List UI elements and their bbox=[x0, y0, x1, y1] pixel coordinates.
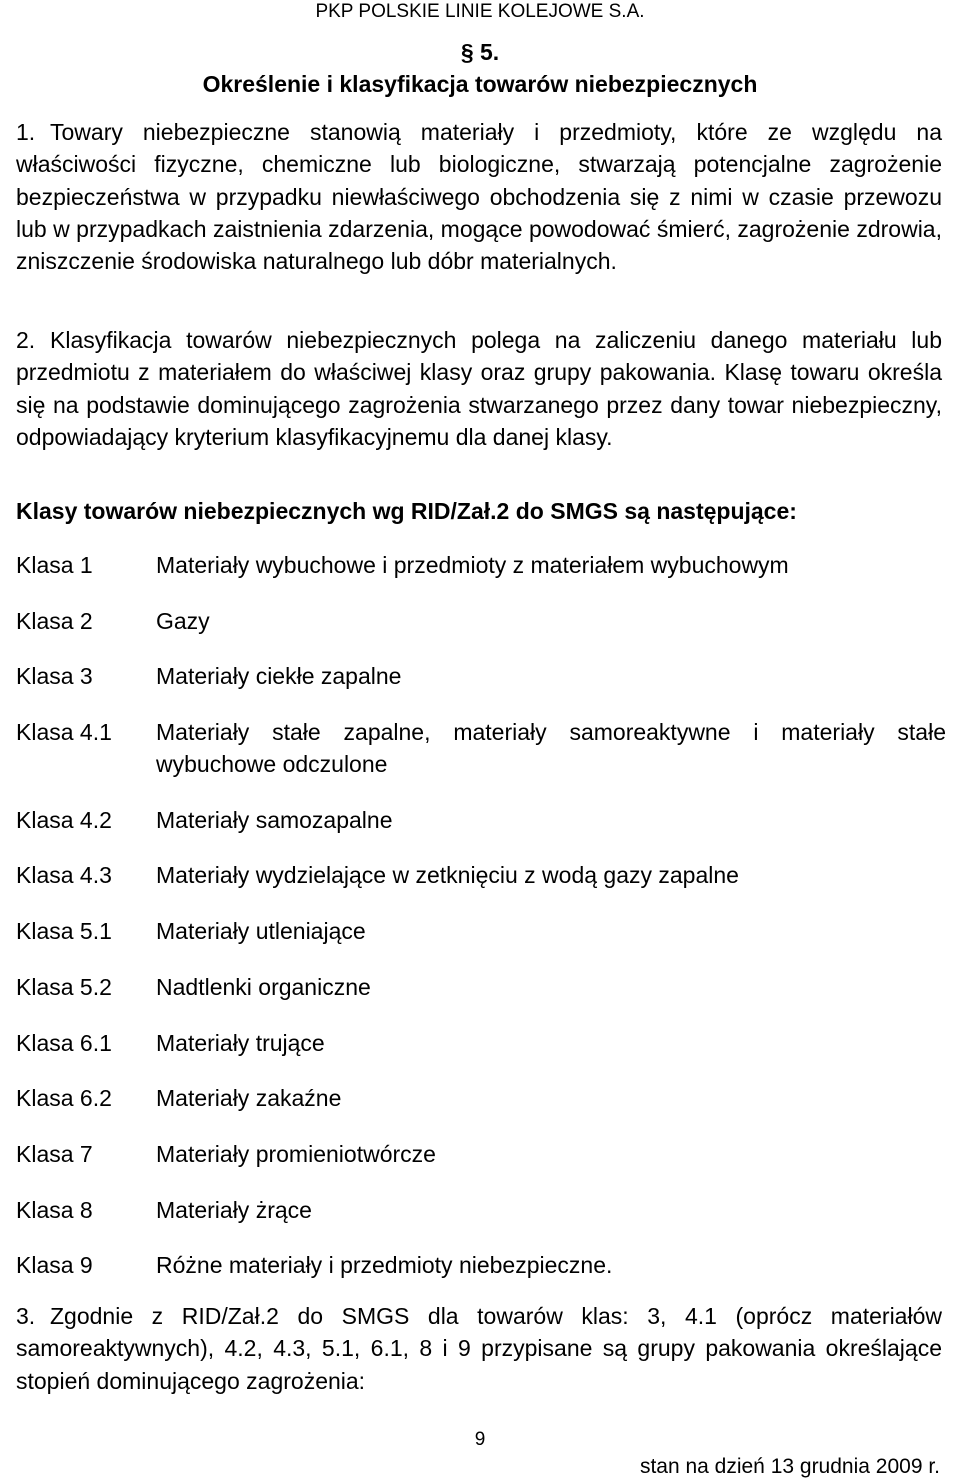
paragraph-text: Zgodnie z RID/Zał.2 do SMGS dla towarów klas: 3, 4.1 (oprócz materiałów samoreaktywnych), 4.2, 4.3, 5.1, 6.1, 8 i 9 przypisane są grupy pakowania określające stopień dominującego zagrożenia: bbox=[16, 1303, 942, 1394]
paragraph-number: 1. bbox=[16, 119, 36, 145]
class-row bbox=[16, 716, 946, 780]
class-description: Materiały zakaźne bbox=[156, 1085, 342, 1112]
class-description: Materiały utleniające bbox=[156, 918, 366, 945]
class-description: Materiały promieniotwórcze bbox=[156, 1140, 436, 1167]
class-description: Materiały wydzielające w zetknięciu z wodą gazy zapalne bbox=[156, 862, 739, 889]
paragraph-number: 2. bbox=[16, 327, 36, 353]
paragraph-number: 3. bbox=[16, 1303, 36, 1329]
class-label: Klasa 2 bbox=[16, 607, 93, 634]
class-label: Klasa 1 bbox=[16, 552, 93, 578]
paragraph-3 bbox=[16, 1300, 942, 1397]
class-row bbox=[16, 1082, 946, 1114]
class-row bbox=[16, 971, 946, 1003]
class-label: Klasa 8 bbox=[16, 1196, 93, 1223]
class-row bbox=[16, 1027, 946, 1059]
section-number: § 5. bbox=[460, 39, 500, 65]
class-label: Klasa 4.1 bbox=[16, 719, 112, 746]
classes-heading: Klasy towarów niebezpiecznych wg RID/Zał.2 do SMGS są następujące: bbox=[16, 498, 797, 524]
class-description: Materiały ciekłe zapalne bbox=[156, 663, 402, 690]
class-label: Klasa 9 bbox=[16, 1252, 93, 1279]
class-label: Klasa 5.2 bbox=[16, 973, 112, 1000]
class-row bbox=[16, 1194, 946, 1226]
paragraph-2 bbox=[16, 324, 942, 453]
class-label: Klasa 7 bbox=[16, 1140, 93, 1167]
class-label: Klasa 6.1 bbox=[16, 1029, 112, 1056]
page-number: 9 bbox=[474, 1429, 486, 1450]
class-description: Materiały wybuchowe i przedmioty z materiałem wybuchowym bbox=[156, 552, 789, 578]
class-list bbox=[16, 549, 946, 1305]
class-row bbox=[16, 915, 946, 947]
paragraph-text: Towary niebezpieczne stanowią materiały i przedmioty, które ze względu na właściwości fizyczne, chemiczne lub biologiczne, stwarzają potencjalne zagrożenie bezpieczeństwa w przypadku niewłaściwego obchodzenia się z nimi w czasie przewozu lub w przypadkach zaistnienia zdarzenia, mogące powodować śmierć, zagrożenie zdrowia, zniszczenie środowiska naturalnego lub dóbr materialnych. bbox=[16, 119, 942, 275]
class-row bbox=[16, 859, 946, 891]
footer-date: stan na dzień 13 grudnia 2009 r. bbox=[639, 1455, 940, 1478]
class-row bbox=[16, 549, 946, 581]
section-title: Określenie i klasyfikacja towarów niebezpiecznych bbox=[202, 71, 758, 97]
class-description: Różne materiały i przedmioty niebezpieczne. bbox=[156, 1252, 613, 1279]
paragraph-1 bbox=[16, 116, 942, 277]
class-description: Materiały stałe zapalne, materiały samoreaktywne i materiały stałe wybuchowe odczulone bbox=[156, 719, 946, 778]
class-row bbox=[16, 660, 946, 692]
class-row bbox=[16, 1138, 946, 1170]
class-description: Nadtlenki organiczne bbox=[156, 973, 371, 1000]
class-label: Klasa 3 bbox=[16, 663, 93, 690]
class-description: Materiały samozapalne bbox=[156, 806, 393, 833]
class-row bbox=[16, 605, 946, 637]
class-description: Gazy bbox=[156, 607, 210, 634]
page-header: PKP POLSKIE LINIE KOLEJOWE S.A. bbox=[315, 1, 645, 22]
class-description: Materiały trujące bbox=[156, 1029, 325, 1056]
class-label: Klasa 6.2 bbox=[16, 1085, 112, 1112]
class-description: Materiały żrące bbox=[156, 1196, 312, 1223]
paragraph-text: Klasyfikacja towarów niebezpiecznych polega na zaliczeniu danego materiału lub przedmiotu z materiałem do właściwej klasy oraz grupy pakowania. Klasę towaru określa się na podstawie dominującego zagrożenia stwarzanego przez dany towar niebezpieczny, odpowiadający kryterium klasyfikacyjnemu dla danej klasy. bbox=[16, 327, 942, 450]
class-label: Klasa 4.3 bbox=[16, 862, 112, 889]
class-row bbox=[16, 1249, 946, 1281]
class-label: Klasa 5.1 bbox=[16, 918, 112, 945]
class-row bbox=[16, 804, 946, 836]
class-label: Klasa 4.2 bbox=[16, 806, 112, 833]
